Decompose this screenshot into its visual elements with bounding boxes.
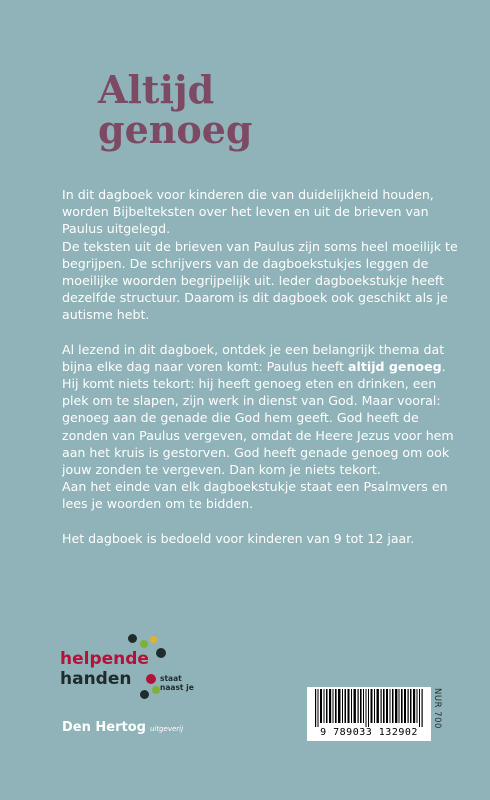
blurb-p3-bold: altijd genoeg: [348, 358, 442, 374]
logo-dot-icon: [128, 634, 137, 643]
blurb-paragraph-4: Aan het einde van elk dagboekstukje staat een Psalmvers en lees je woorden om te bidden.: [62, 479, 448, 512]
logo-dot-icon: [140, 690, 149, 699]
logo-tag-2: naast je: [160, 683, 194, 692]
logo-dot-icon: [152, 686, 160, 694]
publisher-name: Den Hertog: [62, 720, 146, 735]
back-cover-blurb: [62, 186, 462, 547]
book-title: [98, 67, 253, 152]
logo-line-2: handen: [60, 669, 132, 689]
publisher-sub: uitgeverij: [149, 725, 184, 733]
logo-tagline: [160, 674, 194, 692]
logo-line-1: helpende: [60, 649, 149, 669]
blurb-paragraph-5: Het dagboek is bedoeld voor kinderen van 9 tot 12 jaar.: [62, 530, 415, 546]
logo-dot-icon: [150, 636, 157, 643]
blurb-paragraph-1: In dit dagboek voor kinderen die van duidelijkheid houden, worden Bijbelteksten over het leven en uit de brieven van Paulus uitgelegd.: [62, 187, 434, 237]
isbn-barcode: [307, 687, 431, 741]
blurb-paragraph-2: De teksten uit de brieven van Paulus zijn soms heel moeilijk te begrijpen. De schrijvers van de dagboekstukjes leggen de moeilijke woorden begrijpelijk uit. Ieder dagboekstukje heeft dezelfde structuur. Daarom is dit dagboek ook geschikt als je autisme hebt.: [62, 238, 458, 323]
title-line-1: Altijd: [98, 67, 215, 112]
logo-tag-1: staat: [160, 674, 182, 683]
logo-dot-icon: [156, 648, 166, 658]
logo-dot-icon: [140, 640, 148, 648]
nur-code: NUR 700: [432, 688, 442, 729]
blurb-paragraph-3: [62, 341, 462, 479]
logo-dot-icon: [146, 674, 156, 684]
title-line-2: genoeg: [98, 107, 253, 152]
publisher-logo: [62, 720, 183, 735]
barcode-bars-icon: [307, 689, 431, 729]
helpende-handen-logo: [60, 634, 220, 704]
isbn-digits: 9 789033 132902: [320, 727, 418, 738]
blurb-p3-before: Al lezend in dit dagboek, ontdek je een belangrijk thema dat bijna elke dag naar voren komt: Paulus heeft: [62, 341, 445, 374]
blurb-p3-after: . Hij komt niets tekort: hij heeft genoeg eten en drinken, een plek om te slapen, zijn werk in dienst van God. Maar vooral: genoeg aan de genade die God hem geeft. God heeft de zonden van Paulus vergeven, omdat de Heere Jezus voor hem aan het kruis is gestorven. God heeft genade genoeg om ook jouw zonden te vergeven. Dan kom je niets tekort.: [62, 358, 454, 478]
